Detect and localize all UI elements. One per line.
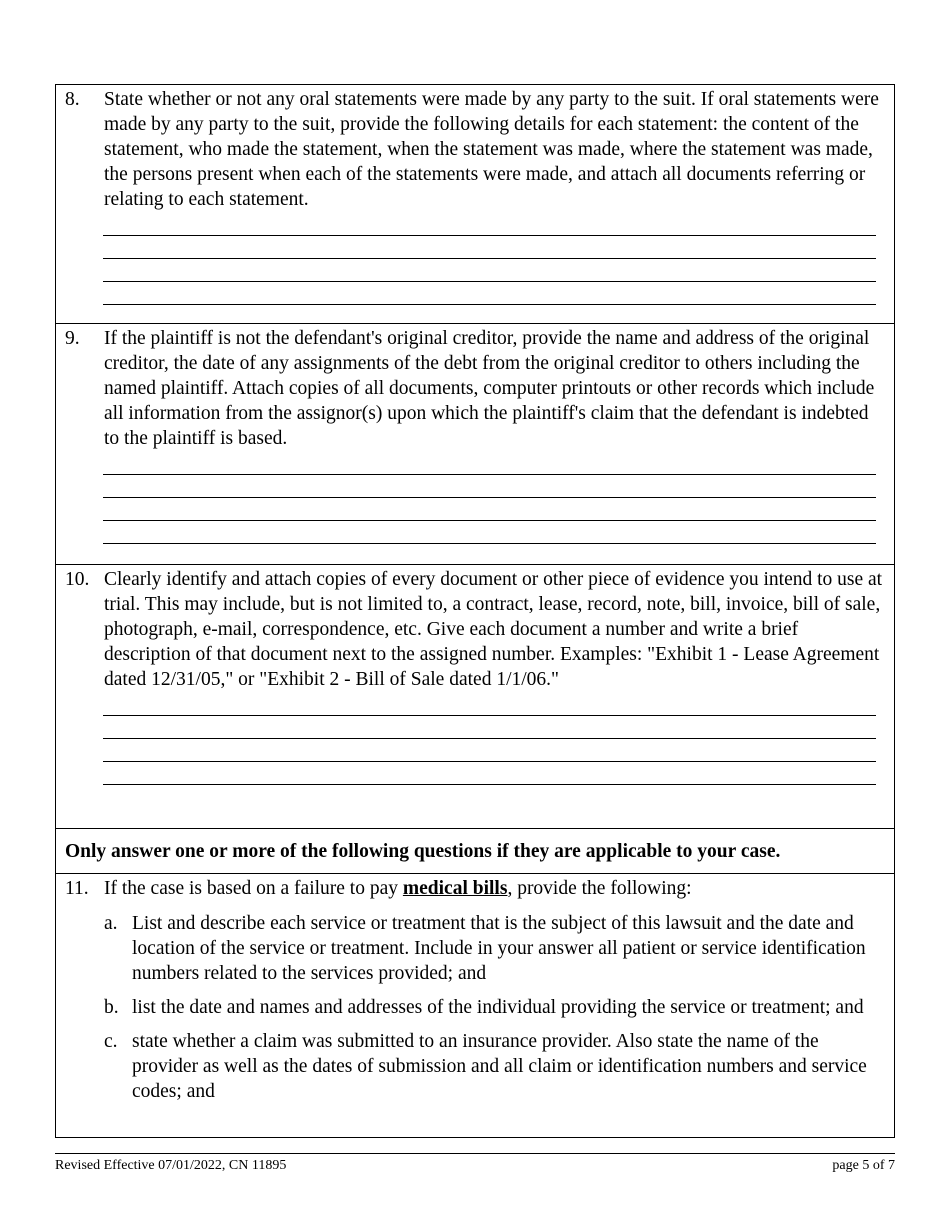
- subitem-text: List and describe each service or treatment that is the subject of this lawsuit and the date and location of the service or treatment. Include in your answer all patient or service identification numbers related to the services provided; and: [132, 913, 866, 984]
- page-number: page 5 of 7: [832, 1158, 895, 1173]
- question-number: 11.: [65, 878, 89, 899]
- applicability-instruction: Only answer one or more of the following questions if they are applicable to your case.: [65, 841, 781, 862]
- answer-line[interactable]: [103, 693, 876, 716]
- interrogatories-table: [55, 84, 895, 1138]
- subitem-text: list the date and names and addresses of the individual providing the service or treatment; and: [132, 997, 864, 1018]
- question-10: [56, 567, 894, 692]
- answer-line[interactable]: [103, 521, 876, 544]
- question-11: [56, 876, 894, 901]
- answer-lines: [103, 452, 876, 544]
- answer-lines: [103, 213, 876, 305]
- question-9: [56, 326, 894, 451]
- answer-line[interactable]: [103, 762, 876, 785]
- answer-line[interactable]: [103, 213, 876, 236]
- subitem-a: [56, 911, 894, 986]
- question-text: Clearly identify and attach copies of every document or other piece of evidence you intend to use at trial. This may include, but is not limited to, a contract, lease, record, note, bill, invoice, bill of sale, photograph, e-mail, correspondence, etc. Give each document a number and write a brief description of that document next to the assigned number. Examples: "Exhibit 1 - Lease Agreement dated 12/31/05," or "Exhibit 2 - Bill of Sale dated 1/1/06.": [104, 569, 883, 690]
- answer-line[interactable]: [103, 475, 876, 498]
- question-intro-after: , provide the following:: [507, 878, 692, 899]
- subitem-text: state whether a claim was submitted to an insurance provider. Also state the name of the provider as well as the dates of submission and all claim or identification numbers and service codes; and: [132, 1031, 867, 1102]
- subitem-b: [56, 995, 894, 1020]
- question-8: [56, 87, 894, 212]
- answer-line[interactable]: [103, 498, 876, 521]
- subitem-letter: a.: [104, 913, 118, 934]
- question-number: 9.: [65, 328, 80, 349]
- answer-lines: [103, 693, 876, 785]
- question-row: [56, 873, 894, 1137]
- answer-line[interactable]: [103, 716, 876, 739]
- answer-line[interactable]: [103, 259, 876, 282]
- answer-line[interactable]: [103, 452, 876, 475]
- revision-info: Revised Effective 07/01/2022, CN 11895: [55, 1158, 287, 1173]
- answer-line[interactable]: [103, 282, 876, 305]
- subitem-letter: b.: [104, 997, 119, 1018]
- question-number: 10.: [65, 569, 90, 590]
- instruction-row: [56, 828, 894, 873]
- question-number: 8.: [65, 89, 80, 110]
- subitem-letter: c.: [104, 1031, 118, 1052]
- medical-bills-emphasis: medical bills: [402, 878, 508, 899]
- question-text: State whether or not any oral statements were made by any party to the suit. If oral statements were made by any party to the suit, provide the following details for each statement: the content of the statement, who made the statement, when the statement was made, where the statement was made, the persons present when each of the statements were made, and attach all documents referring or relating to each statement.: [104, 89, 879, 210]
- question-row: [56, 323, 894, 564]
- question-row: [56, 564, 894, 828]
- question-text: If the plaintiff is not the defendant's original creditor, provide the name and address of the original creditor, the date of any assignments of the debt from the original creditor to others including the named plaintiff. Attach copies of all documents, computer printouts or other records which include all information from the assignor(s) upon which the plaintiff's claim that the defendant is indebted to the plaintiff is based.: [104, 328, 875, 449]
- answer-line[interactable]: [103, 739, 876, 762]
- answer-line[interactable]: [103, 236, 876, 259]
- subitem-c: [56, 1029, 894, 1104]
- question-row: [56, 85, 894, 323]
- question-intro-before: If the case is based on a failure to pay: [104, 878, 403, 899]
- page-footer: [55, 1153, 895, 1175]
